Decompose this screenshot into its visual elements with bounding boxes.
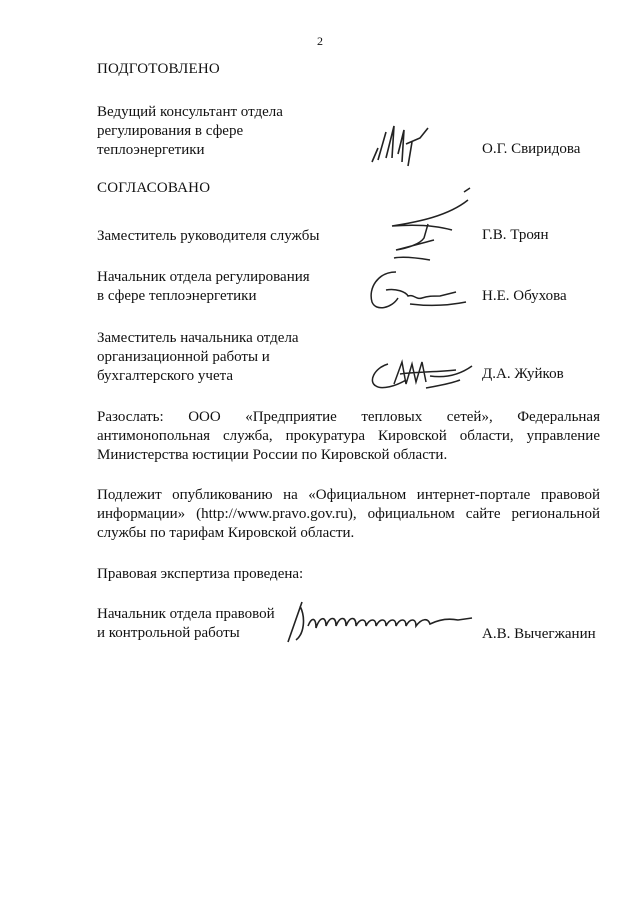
agreed-name-2: Н.Е. Обухова bbox=[482, 288, 567, 304]
position-line: и контрольной работы bbox=[97, 625, 240, 641]
agreed-position-1 bbox=[97, 227, 367, 246]
position-line: организационной работы и bbox=[97, 349, 270, 365]
agreed-name-1: Г.В. Троян bbox=[482, 227, 549, 243]
page-number: 2 bbox=[317, 34, 323, 48]
position-line: Заместитель руководителя службы bbox=[97, 228, 320, 244]
position-line: регулирования в сфере bbox=[97, 123, 244, 139]
signature-troyan bbox=[378, 186, 478, 266]
agreed-position-2 bbox=[97, 268, 367, 306]
position-line: Заместитель начальника отдела bbox=[97, 330, 299, 346]
legal-review-name: А.В. Вычегжанин bbox=[482, 626, 596, 642]
position-line: Начальник отдела правовой bbox=[97, 606, 275, 622]
legal-review-heading: Правовая экспертиза проведена: bbox=[97, 566, 304, 582]
position-line: теплоэнергетики bbox=[97, 142, 205, 158]
publication-text: Подлежит опубликованию на «Официальном интернет-портале правовой информации» (http://www.pravo.gov.ru), официальном сайте региональной службы по тарифам Кировской области. bbox=[97, 487, 600, 541]
position-line: в сфере теплоэнергетики bbox=[97, 288, 257, 304]
position-line: бухгалтерского учета bbox=[97, 368, 234, 384]
position-line: Ведущий консультант отдела bbox=[97, 104, 283, 120]
prepared-heading: ПОДГОТОВЛЕНО bbox=[97, 61, 220, 77]
signature-sviridova bbox=[368, 118, 438, 172]
prepared-position bbox=[97, 103, 367, 160]
signature-obukhova bbox=[366, 266, 472, 314]
position-line: Начальник отдела регулирования bbox=[97, 269, 310, 285]
agreed-heading: СОГЛАСОВАНО bbox=[97, 180, 211, 196]
distribution-text: Разослать: ООО «Предприятие тепловых сетей», Федеральная антимонопольная служба, прокуратура Кировской области, управление Министерства юстиции России по Кировской области. bbox=[97, 409, 600, 463]
prepared-name: О.Г. Свиридова bbox=[482, 141, 581, 157]
agreed-name-3: Д.А. Жуйков bbox=[482, 366, 564, 382]
agreed-position-3 bbox=[97, 329, 367, 386]
signature-vychegzhanin bbox=[282, 596, 478, 648]
signature-zhuikov bbox=[366, 354, 478, 394]
